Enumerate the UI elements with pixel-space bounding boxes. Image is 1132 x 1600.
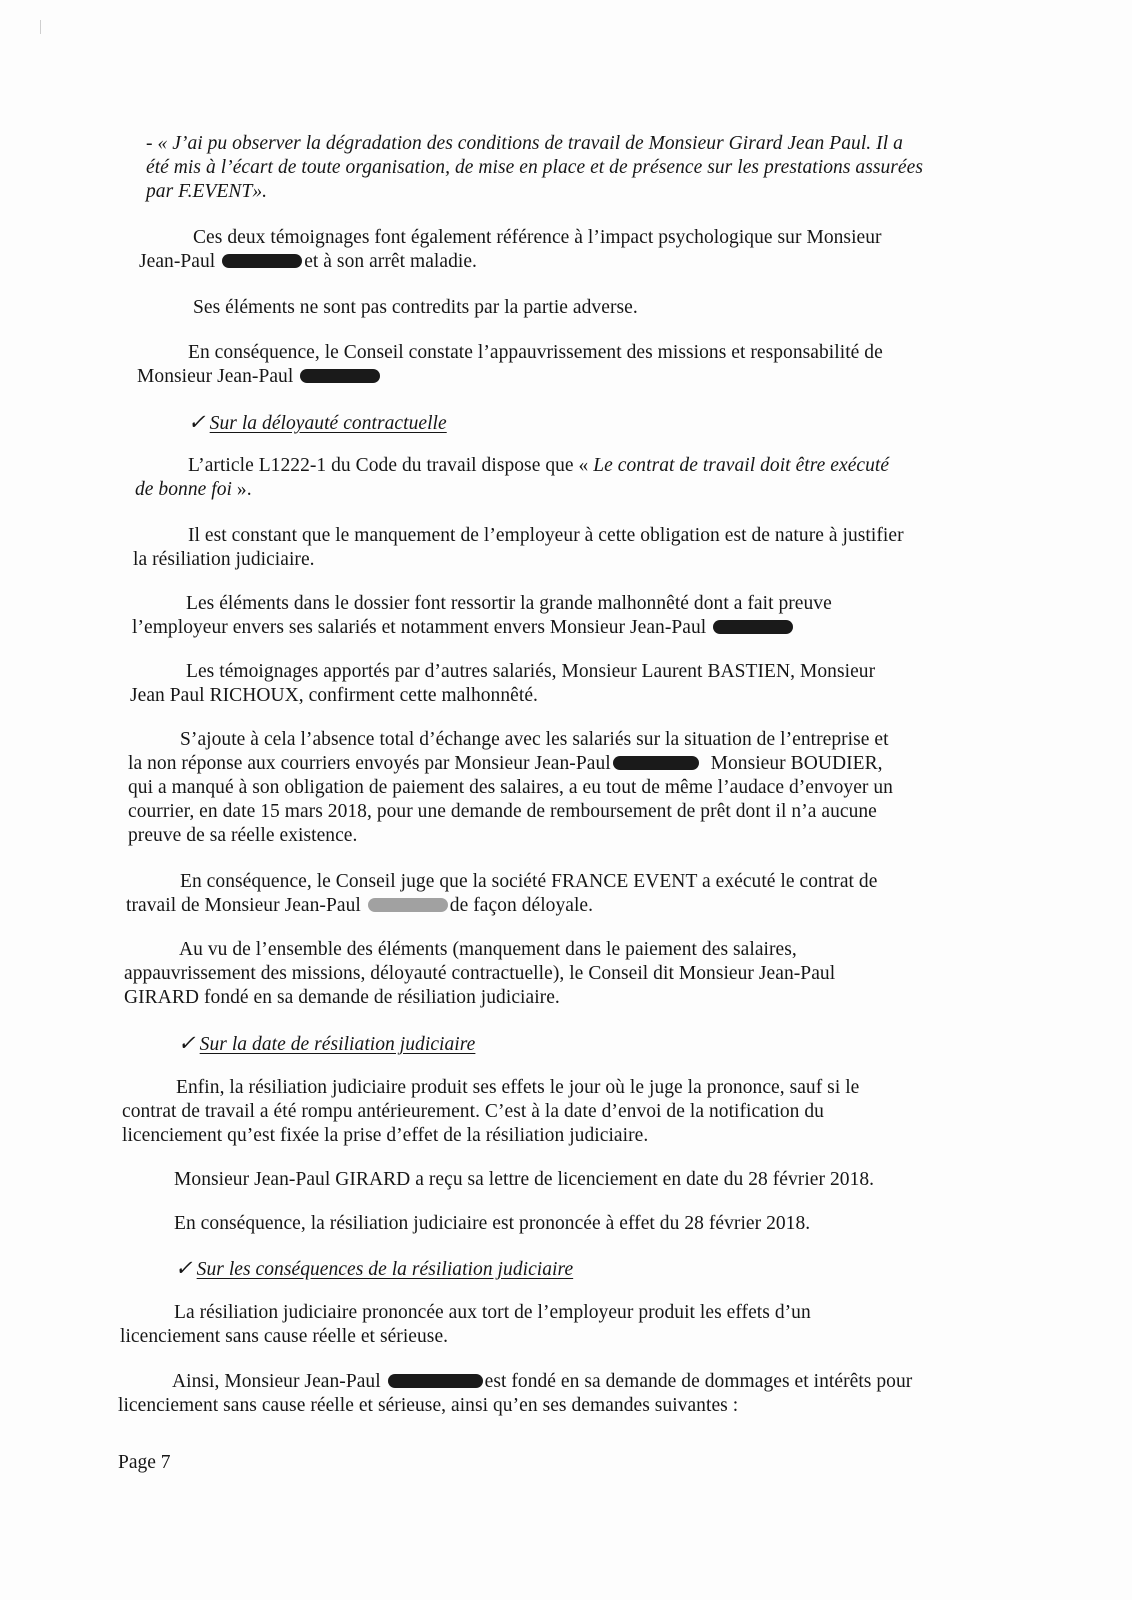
paragraph-11-line-3: licenciement qu’est fixée la prise d’effet de la résiliation judiciaire. <box>122 1125 649 1146</box>
section-heading-date <box>178 1033 475 1055</box>
paragraph-3-line-1: En conséquence, le Conseil constate l’appauvrissement des missions et responsabilité de <box>188 342 883 363</box>
paragraph-14-line-2: licenciement sans cause réelle et sérieuse. <box>120 1326 449 1347</box>
paragraph-15-line-2: licenciement sans cause réelle et sérieuse, ainsi qu’en ses demandes suivantes : <box>118 1395 739 1416</box>
paragraph-12: Monsieur Jean-Paul GIRARD a reçu sa lettre de licenciement en date du 28 février 2018. <box>174 1169 875 1190</box>
page-number: Page 7 <box>118 1452 171 1473</box>
text: Jean-Paul <box>139 251 216 272</box>
paragraph-8-line-1: S’ajoute à cela l’absence total d’échange avec les salariés sur la situation de l’entreprise et <box>180 729 889 750</box>
heading-text: Sur la déloyauté contractuelle <box>209 413 447 434</box>
paragraph-2: Ses éléments ne sont pas contredits par la partie adverse. <box>193 297 638 318</box>
paragraph-8-line-2 <box>128 754 883 774</box>
redaction <box>388 1374 483 1388</box>
text: travail de Monsieur Jean-Paul <box>126 895 361 916</box>
paragraph-8-line-3: qui a manqué à son obligation de paiement des salaires, a eu tout de même l’audace d’envoyer un <box>128 777 893 798</box>
paragraph-7-line-2: Jean Paul RICHOUX, confirment cette malhonnêté. <box>130 685 538 706</box>
paragraph-5-line-2: la résiliation judiciaire. <box>133 549 315 570</box>
text: ». <box>232 479 252 500</box>
paragraph-1-line-1: Ces deux témoignages font également référence à l’impact psychologique sur Monsieur <box>193 227 882 248</box>
paragraph-8-line-4: courrier, en date 15 mars 2018, pour une demande de remboursement de prêt dont il n’a aucune <box>128 801 877 822</box>
paragraph-10-line-2: appauvrissement des missions, déloyauté contractuelle), le Conseil dit Monsieur Jean-Paul <box>124 963 836 984</box>
text: l’employeur envers ses salariés et notamment envers Monsieur Jean-Paul <box>132 617 707 638</box>
section-heading-consequences <box>175 1258 573 1280</box>
text: est fondé en sa demande de dommages et intérêts pour <box>484 1371 913 1392</box>
checkmark-icon: ✓ <box>175 1256 193 1280</box>
text: et à son arrêt maladie. <box>304 251 477 272</box>
paragraph-13: En conséquence, la résiliation judiciaire est prononcée à effet du 28 février 2018. <box>174 1213 811 1234</box>
checkmark-icon: ✓ <box>178 1031 196 1055</box>
redaction <box>613 756 699 770</box>
paragraph-4-line-1 <box>188 456 889 476</box>
paragraph-8-line-5: preuve de sa réelle existence. <box>128 825 358 846</box>
quote-line-1: - « J’ai pu observer la dégradation des conditions de travail de Monsieur Girard Jean Paul. Il a <box>146 133 903 154</box>
quote-line-2: été mis à l’écart de toute organisation, de mise en place et de présence sur les prestations assurées <box>146 157 923 178</box>
quote-text: de bonne foi <box>135 479 232 500</box>
heading-text: Sur la date de résiliation judiciaire <box>199 1034 476 1055</box>
text: la non réponse aux courriers envoyés par Monsieur Jean-Paul <box>128 753 611 774</box>
paragraph-7-line-1: Les témoignages apportés par d’autres salariés, Monsieur Laurent BASTIEN, Monsieur <box>186 661 876 682</box>
heading-text: Sur les conséquences de la résiliation judiciaire <box>196 1259 574 1280</box>
paragraph-5-line-1: Il est constant que le manquement de l’employeur à cette obligation est de nature à justifier <box>188 525 904 546</box>
paragraph-9-line-1: En conséquence, le Conseil juge que la société FRANCE EVENT a exécuté le contrat de <box>180 871 878 892</box>
redaction <box>368 898 448 912</box>
text: de façon déloyale. <box>449 895 594 916</box>
paragraph-6-line-1: Les éléments dans le dossier font ressortir la grande malhonnêté dont a fait preuve <box>186 593 832 614</box>
quote-text: Le contrat de travail doit être exécuté <box>593 455 890 476</box>
paragraph-10-line-1: Au vu de l’ensemble des éléments (manquement dans le paiement des salaires, <box>179 939 797 960</box>
redaction <box>300 369 380 383</box>
paragraph-6-line-2 <box>132 618 795 638</box>
section-heading-deloyaute <box>188 412 447 434</box>
scan-mark <box>40 20 41 34</box>
paragraph-4-line-2 <box>135 480 252 500</box>
redaction <box>713 620 793 634</box>
redaction <box>222 254 302 268</box>
paragraph-11-line-2: contrat de travail a été rompu antérieurement. C’est à la date d’envoi de la notification du <box>122 1101 824 1122</box>
text: Monsieur Jean-Paul <box>137 366 294 387</box>
paragraph-14-line-1: La résiliation judiciaire prononcée aux tort de l’employeur produit les effets d’un <box>174 1302 811 1323</box>
paragraph-11-line-1: Enfin, la résiliation judiciaire produit ses effets le jour où le juge la prononce, sauf si le <box>176 1077 860 1098</box>
checkmark-icon: ✓ <box>188 410 206 434</box>
paragraph-1-line-2 <box>139 252 477 272</box>
text: Monsieur BOUDIER, <box>710 753 883 774</box>
paragraph-15-line-1 <box>172 1372 912 1392</box>
paragraph-3-line-2 <box>137 367 382 387</box>
paragraph-9-line-2 <box>126 896 593 916</box>
text: L’article L1222-1 du Code du travail dispose que « <box>188 455 594 476</box>
text: Ainsi, Monsieur Jean-Paul <box>172 1371 381 1392</box>
quote-line-3: par F.EVENT». <box>146 181 268 202</box>
paragraph-10-line-3: GIRARD fondé en sa demande de résiliation judiciaire. <box>124 987 560 1008</box>
